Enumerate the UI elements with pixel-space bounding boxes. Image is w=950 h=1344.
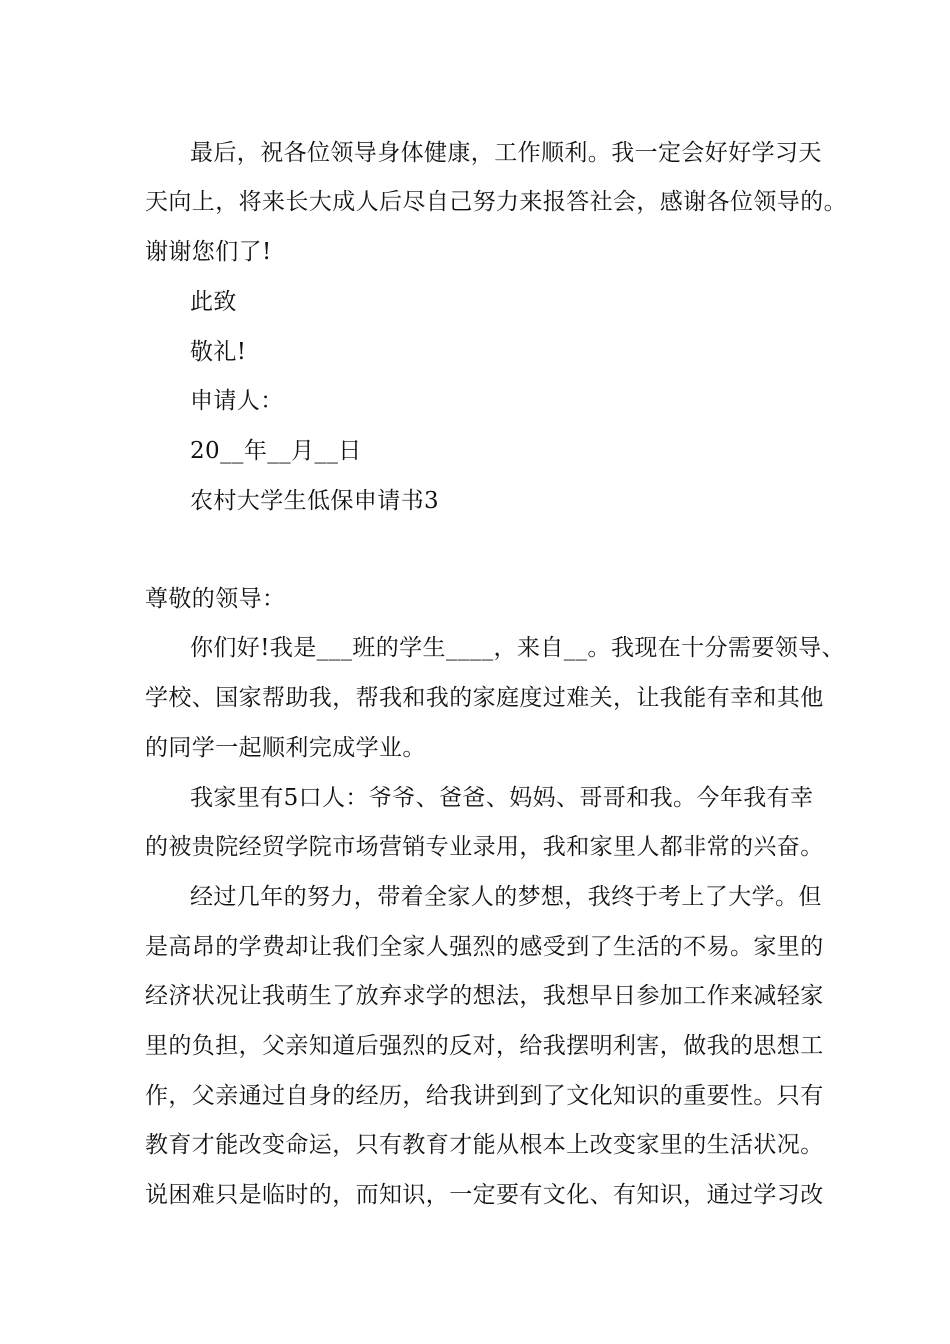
paragraph-closing-line-2: 天向上，将来长大成人后尽自己努力来报答社会，感谢各位领导的。 xyxy=(145,189,847,215)
paragraph-story-line-3: 经济状况让我萌生了放弃求学的想法，我想早日参加工作来减轻家 xyxy=(145,983,824,1009)
paragraph-intro-line-1: 你们好!我是___班的学生____，来自__。我现在十分需要领导、 xyxy=(190,635,845,661)
applicant-label: 申请人： xyxy=(190,388,284,414)
paragraph-story-line-7: 说困难只是临时的，而知识，一定要有文化、有知识，通过学习改 xyxy=(145,1182,824,1208)
paragraph-story-line-1: 经过几年的努力，带着全家人的梦想，我终于考上了大学。但 xyxy=(190,884,822,910)
paragraph-intro-line-2: 学校、国家帮助我，帮我和我的家庭度过难关，让我能有幸和其他 xyxy=(145,685,824,711)
paragraph-closing-line-1: 最后，祝各位领导身体健康，工作顺利。我一定会好好学习天 xyxy=(190,140,822,166)
paragraph-story-line-4: 里的负担，父亲知道后强烈的反对，给我摆明利害，做我的思想工 xyxy=(145,1033,824,1059)
paragraph-family-line-2: 的被贵院经贸学院市场营销专业录用，我和家里人都非常的兴奋。 xyxy=(145,834,824,860)
paragraph-family-line-1: 我家里有5口人：爷爷、爸爸、妈妈、哥哥和我。今年我有幸 xyxy=(190,785,814,811)
date-line: 20__年__月__日 xyxy=(190,438,362,464)
salutation-jingli: 敬礼! xyxy=(190,339,247,365)
paragraph-story-line-5: 作，父亲通过自身的经历，给我讲到到了文化知识的重要性。只有 xyxy=(145,1083,824,1109)
paragraph-intro-line-3: 的同学一起顺利完成学业。 xyxy=(145,735,426,761)
paragraph-story-line-2: 是高昂的学费却让我们全家人强烈的感受到了生活的不易。家里的 xyxy=(145,934,824,960)
paragraph-closing-line-3: 谢谢您们了! xyxy=(145,239,272,265)
section-title: 农村大学生低保申请书3 xyxy=(190,488,440,514)
paragraph-story-line-6: 教育才能改变命运，只有教育才能从根本上改变家里的生活状况。 xyxy=(145,1132,824,1158)
greeting: 尊敬的领导： xyxy=(145,586,286,612)
salutation-cizhi: 此致 xyxy=(190,289,237,315)
